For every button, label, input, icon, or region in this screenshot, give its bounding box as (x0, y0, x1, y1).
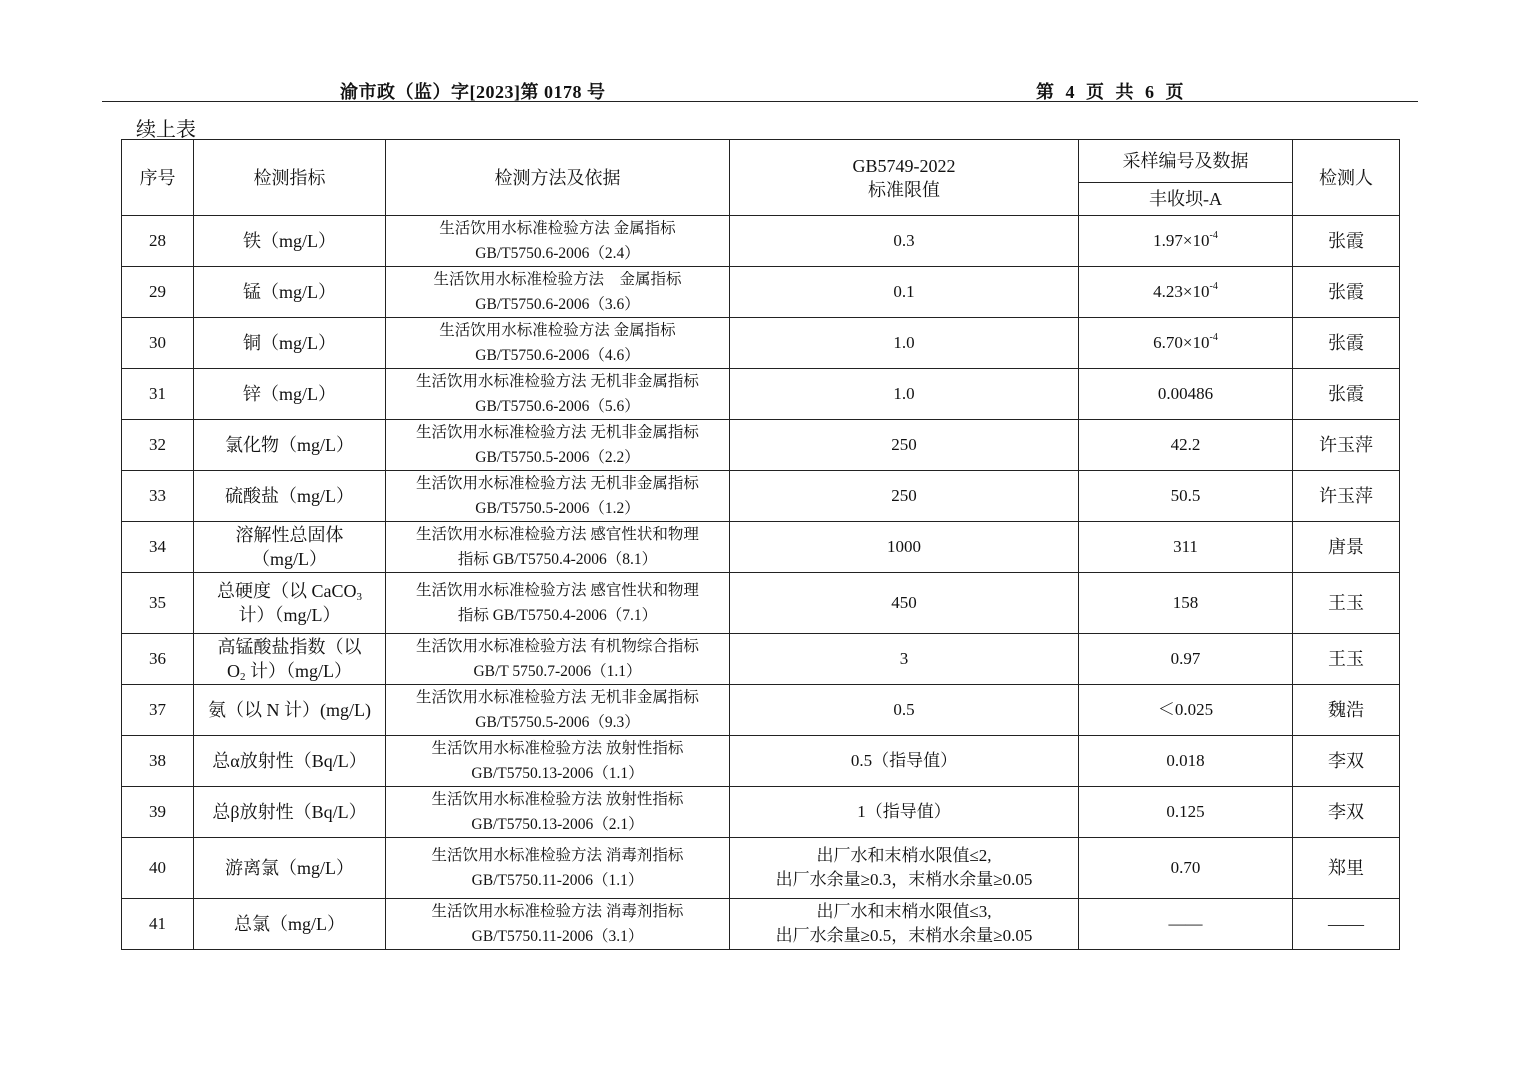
results-table (121, 139, 1400, 950)
standard-limit (730, 838, 1079, 899)
tester-name-text: 张霞 (1328, 333, 1364, 353)
indicator-cell (194, 899, 386, 950)
standard-limit (730, 522, 1079, 573)
row-number-text: 40 (149, 858, 166, 877)
row-number-text: 31 (149, 384, 166, 403)
method-cell (386, 471, 730, 522)
row-number (122, 838, 194, 899)
header-divider (102, 101, 1418, 102)
header-standard-code: GB5749-2022 (852, 155, 956, 176)
row-number-text: 37 (149, 700, 166, 719)
indicator-cell (194, 216, 386, 267)
method-name: 生活饮用水标准检验方法 金属指标 (439, 322, 676, 339)
sample-value (1079, 267, 1293, 318)
standard-limit-text: 0.3 (893, 231, 915, 250)
indicator-name: 游离氯（mg/L） (225, 858, 354, 878)
indicator-cell (194, 634, 386, 685)
sample-value (1079, 736, 1293, 787)
tester-name (1293, 522, 1400, 573)
standard-limit (730, 685, 1079, 736)
method-cell (386, 216, 730, 267)
indicator-cell (194, 267, 386, 318)
sample-value-text: 0.125 (1166, 802, 1205, 821)
indicator-name: 高锰酸盐指数（以 (217, 637, 362, 657)
method-cell (386, 267, 730, 318)
method-name: 生活饮用水标准检验方法 无机非金属指标 (416, 424, 699, 441)
indicator-name: 锰（mg/L） (243, 282, 336, 302)
sample-value (1079, 522, 1293, 573)
indicator-name: 铜（mg/L） (243, 333, 336, 353)
indicator-subscript: 2 (240, 671, 246, 683)
tester-name (1293, 420, 1400, 471)
sample-value (1079, 369, 1293, 420)
standard-limit-text: 1.0 (893, 384, 915, 403)
tester-name (1293, 685, 1400, 736)
row-number (122, 420, 194, 471)
sample-value-exponent: -4 (1209, 332, 1218, 343)
tester-name-text: 魏浩 (1328, 700, 1364, 720)
method-standard: GB/T5750.13-2006（2.1） (471, 816, 644, 833)
sample-value-text: 0.018 (1166, 751, 1205, 770)
row-number-text: 39 (149, 802, 166, 821)
row-number (122, 634, 194, 685)
standard-limit-text: 出厂水和末梢水限值≤2, (816, 846, 992, 865)
method-cell (386, 685, 730, 736)
tester-name-text: 王玉 (1328, 593, 1364, 613)
tester-name-text: 许玉萍 (1319, 486, 1373, 506)
method-standard: GB/T5750.11-2006（3.1） (471, 928, 644, 945)
method-name: 生活饮用水标准检验方法 有机物综合指标 (416, 638, 699, 655)
method-standard: GB/T5750.6-2006（3.6） (475, 296, 640, 313)
row-number-text: 38 (149, 751, 166, 770)
row-number-text: 36 (149, 649, 166, 668)
sample-value (1079, 420, 1293, 471)
indicator-name: 溶解性总固体 (235, 525, 344, 545)
sample-value (1079, 216, 1293, 267)
sample-value-text: 311 (1173, 537, 1198, 556)
table-row (122, 787, 1400, 838)
sample-value (1079, 573, 1293, 634)
sample-value-exponent: -4 (1209, 230, 1218, 241)
method-standard: GB/T5750.5-2006（1.2） (475, 500, 640, 517)
indicator-name: 总硬度（以 CaCO (217, 581, 357, 601)
indicator-line (194, 229, 385, 253)
row-number (122, 522, 194, 573)
table-row (122, 634, 1400, 685)
tester-name (1293, 471, 1400, 522)
header-tester: 检测人 (1293, 140, 1400, 216)
row-number (122, 573, 194, 634)
method-name: 生活饮用水标准检验方法 金属指标 (433, 271, 682, 288)
indicator-line (194, 280, 385, 304)
method-standard: GB/T5750.6-2006（2.4） (475, 245, 640, 262)
table-row (122, 471, 1400, 522)
method-name: 生活饮用水标准检验方法 金属指标 (439, 220, 676, 237)
method-name: 生活饮用水标准检验方法 放射性指标 (431, 740, 684, 757)
indicator-cell (194, 522, 386, 573)
standard-limit-text: 450 (891, 593, 917, 612)
row-number-text: 34 (149, 537, 166, 556)
sample-value-exponent: -4 (1209, 281, 1218, 292)
indicator-cell (194, 787, 386, 838)
table-row (122, 267, 1400, 318)
method-standard: 指标 GB/T5750.4-2006（8.1） (457, 551, 658, 568)
sample-value-text: 4.23×10 (1153, 282, 1210, 301)
method-standard: GB/T5750.5-2006（2.2） (475, 449, 640, 466)
method-cell (386, 838, 730, 899)
sample-value (1079, 318, 1293, 369)
indicator-name-part: O (227, 661, 240, 681)
method-standard: GB/T5750.6-2006（4.6） (475, 347, 640, 364)
indicator-cell (194, 736, 386, 787)
header-method: 检测方法及依据 (386, 140, 730, 216)
sample-value-text: 0.70 (1170, 858, 1201, 877)
row-number-text: 28 (149, 231, 166, 250)
row-number (122, 267, 194, 318)
continuation-label: 续上表 (136, 119, 196, 141)
tester-name-text: 张霞 (1328, 282, 1364, 302)
sample-value-text: 1.97×10 (1153, 231, 1210, 250)
tester-name-text: 张霞 (1328, 384, 1364, 404)
sample-value-text: 6.70×10 (1153, 333, 1210, 352)
row-number (122, 318, 194, 369)
indicator-line (194, 382, 385, 406)
table-row (122, 685, 1400, 736)
method-cell (386, 573, 730, 634)
standard-limit-text: 0.5（指导值） (850, 751, 958, 770)
row-number-text: 32 (149, 435, 166, 454)
sample-value-text: —— (1168, 914, 1203, 933)
table-row (122, 216, 1400, 267)
indicator-name: 硫酸盐（mg/L） (225, 486, 354, 506)
tester-name (1293, 369, 1400, 420)
standard-limit (730, 736, 1079, 787)
indicator-line (194, 547, 385, 571)
sample-value (1079, 634, 1293, 685)
sample-value (1079, 838, 1293, 899)
tester-name-text: 郑里 (1328, 858, 1364, 878)
tester-name (1293, 318, 1400, 369)
row-number-text: 29 (149, 282, 166, 301)
indicator-name: 氯化物（mg/L） (225, 435, 354, 455)
indicator-line (194, 800, 385, 824)
method-name: 生活饮用水标准检验方法 感官性状和物理 (416, 582, 699, 599)
row-number (122, 685, 194, 736)
row-number-text: 41 (149, 914, 166, 933)
standard-limit-text: 0.5 (893, 700, 915, 719)
standard-limit-text: 1（指导值） (857, 802, 951, 821)
standard-limit (730, 267, 1079, 318)
row-number (122, 216, 194, 267)
table-row (122, 420, 1400, 471)
method-cell (386, 318, 730, 369)
sample-value (1079, 685, 1293, 736)
standard-limit (730, 634, 1079, 685)
indicator-name: 锌（mg/L） (243, 384, 336, 404)
indicator-cell (194, 471, 386, 522)
standard-limit-text-2: 出厂水余量≥0.3，末梢水余量≥0.05 (775, 870, 1033, 889)
tester-name-text: 李双 (1328, 802, 1364, 822)
table-row (122, 573, 1400, 634)
tester-name-text: 王玉 (1328, 649, 1364, 669)
indicator-line (194, 749, 385, 773)
method-cell (386, 736, 730, 787)
standard-limit (730, 787, 1079, 838)
method-standard: GB/T5750.11-2006（1.1） (471, 872, 644, 889)
indicator-cell (194, 420, 386, 471)
method-name: 生活饮用水标准检验方法 感官性状和物理 (416, 526, 699, 543)
standard-limit (730, 573, 1079, 634)
indicator-name: 铁（mg/L） (243, 231, 336, 251)
tester-name (1293, 838, 1400, 899)
table-row (122, 522, 1400, 573)
indicator-cell (194, 838, 386, 899)
tester-name (1293, 634, 1400, 685)
indicator-cell (194, 318, 386, 369)
method-cell (386, 787, 730, 838)
indicator-name: 氨（以 N 计）(mg/L) (208, 700, 371, 720)
indicator-subscript: 3 (356, 591, 362, 603)
indicator-cell (194, 369, 386, 420)
sample-value-text: 50.5 (1170, 486, 1201, 505)
row-number (122, 899, 194, 950)
tester-name (1293, 573, 1400, 634)
standard-limit-text: 250 (891, 435, 917, 454)
indicator-line (194, 484, 385, 508)
indicator-name: 总β放射性（Bq/L） (212, 802, 367, 822)
method-name: 生活饮用水标准检验方法 消毒剂指标 (431, 903, 684, 920)
standard-limit-text: 1000 (887, 537, 921, 556)
table-body (122, 216, 1400, 950)
table-row (122, 369, 1400, 420)
indicator-line (194, 659, 385, 683)
tester-name (1293, 216, 1400, 267)
standard-limit-text: 250 (891, 486, 917, 505)
row-number (122, 787, 194, 838)
sample-value (1079, 471, 1293, 522)
tester-name (1293, 899, 1400, 950)
header-sample-group: 采样编号及数据 (1079, 140, 1293, 183)
table-row (122, 899, 1400, 950)
method-cell (386, 369, 730, 420)
indicator-cell (194, 685, 386, 736)
standard-limit (730, 471, 1079, 522)
indicator-line (194, 331, 385, 355)
method-standard: GB/T5750.5-2006（9.3） (475, 714, 640, 731)
sample-value-text: 158 (1172, 593, 1199, 612)
table-row (122, 318, 1400, 369)
sample-value (1079, 899, 1293, 950)
tester-name-text: 李双 (1328, 751, 1364, 771)
method-standard: GB/T 5750.7-2006（1.1） (473, 663, 642, 680)
method-cell (386, 420, 730, 471)
method-name: 生活饮用水标准检验方法 无机非金属指标 (416, 689, 699, 706)
row-number-text: 30 (149, 333, 166, 352)
row-number-text: 35 (149, 593, 166, 612)
row-number (122, 369, 194, 420)
standard-limit (730, 318, 1079, 369)
standard-limit (730, 899, 1079, 950)
header-standard (730, 140, 1079, 216)
standard-limit-text: 3 (899, 649, 909, 668)
document-number: 渝市政（监）字[2023]第 0178 号 (340, 82, 606, 102)
standard-limit-text: 1.0 (893, 333, 915, 352)
sample-value-text: 0.97 (1170, 649, 1201, 668)
header-standard-label: 标准限值 (868, 179, 940, 200)
sample-value-text: ＜0.025 (1157, 700, 1214, 719)
tester-name (1293, 787, 1400, 838)
row-number (122, 736, 194, 787)
header-sample-site: 丰收坝-A (1079, 183, 1293, 216)
method-name: 生活饮用水标准检验方法 消毒剂指标 (431, 847, 684, 864)
indicator-line (194, 523, 385, 547)
table-row (122, 838, 1400, 899)
method-cell (386, 899, 730, 950)
method-standard: GB/T5750.13-2006（1.1） (471, 765, 644, 782)
tester-name (1293, 736, 1400, 787)
indicator-line (194, 433, 385, 457)
indicator-line (194, 856, 385, 880)
header-seq: 序号 (122, 140, 194, 216)
method-standard: GB/T5750.6-2006（5.6） (475, 398, 640, 415)
standard-limit-text: 0.1 (893, 282, 915, 301)
sample-value (1079, 787, 1293, 838)
header-item: 检测指标 (194, 140, 386, 216)
tester-name-text: 唐景 (1328, 537, 1364, 557)
tester-name (1293, 267, 1400, 318)
standard-limit (730, 420, 1079, 471)
standard-limit-text-2: 出厂水余量≥0.5，末梢水余量≥0.05 (775, 926, 1033, 945)
standard-limit (730, 369, 1079, 420)
row-number (122, 471, 194, 522)
method-standard: 指标 GB/T5750.4-2006（7.1） (457, 607, 658, 624)
sample-value-text: 42.2 (1170, 435, 1201, 454)
standard-limit (730, 216, 1079, 267)
standard-limit-text: 出厂水和末梢水限值≤3, (816, 902, 992, 921)
tester-name-text: 张霞 (1328, 231, 1364, 251)
indicator-unit: （mg/L） (252, 549, 327, 569)
method-cell (386, 634, 730, 685)
page-info: 第 4 页 共 6 页 (1036, 82, 1184, 102)
tester-name-text: 许玉萍 (1319, 435, 1373, 455)
sample-value-text: 0.00486 (1157, 384, 1214, 403)
method-name: 生活饮用水标准检验方法 放射性指标 (431, 791, 684, 808)
indicator-line (194, 635, 385, 659)
indicator-line (194, 698, 385, 722)
method-name: 生活饮用水标准检验方法 无机非金属指标 (416, 475, 699, 492)
indicator-line (194, 912, 385, 936)
indicator-cell (194, 573, 386, 634)
indicator-name: 总氯（mg/L） (234, 914, 345, 934)
indicator-unit: 计）（mg/L） (245, 661, 352, 681)
indicator-line (194, 603, 385, 627)
row-number-text: 33 (149, 486, 166, 505)
table-row (122, 736, 1400, 787)
method-cell (386, 522, 730, 573)
indicator-unit: 计）（mg/L） (238, 605, 341, 625)
indicator-name: 总α放射性（Bq/L） (212, 751, 367, 771)
tester-name-text: —— (1328, 914, 1364, 934)
method-name: 生活饮用水标准检验方法 无机非金属指标 (416, 373, 699, 390)
indicator-line (194, 579, 385, 603)
